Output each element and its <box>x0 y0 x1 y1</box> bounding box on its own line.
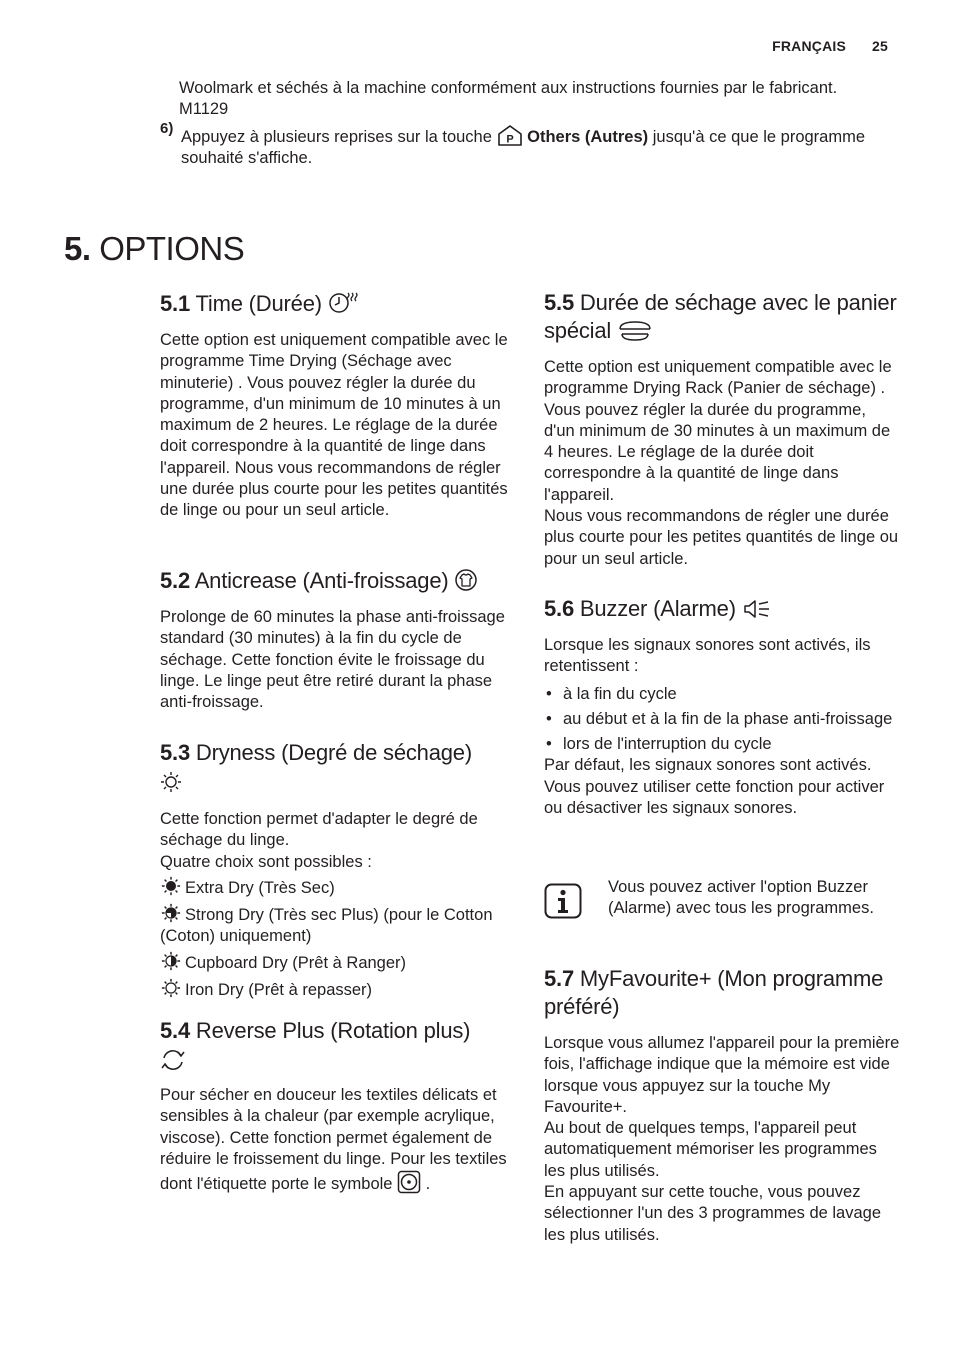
cupboard-dry-icon <box>160 951 182 971</box>
section-5-7-body: Lorsque vous allumez l'appareil pour la première fois, l'affichage indique que la mémoire est vide lorsque vous appuyez sur la touche My Favourite+. <box>544 1034 900 1116</box>
section-5-2 <box>160 567 516 713</box>
footnote-6-text: Appuyez à plusieurs reprises sur la touche <box>181 128 492 146</box>
section-5-6 <box>544 595 900 819</box>
dryness-option: Strong Dry (Très sec Plus) (pour le Cotton (Coton) uniquement) <box>160 903 516 948</box>
section-5-5-body2: Nous vous recommandons de régler une durée plus courte pour les petites quantités de linge ou pour un seul article. <box>544 507 899 568</box>
footnote-marker-6: 6) <box>160 120 174 137</box>
chapter-title-text: OPTIONS <box>99 230 245 267</box>
section-5-3-heading: 5.3 Dryness (Degré de séchage) <box>160 739 516 795</box>
section-5-7-body2: Au bout de quelques temps, l'appareil peut automatiquement mémoriser les programmes les plus utilisés. <box>544 1119 877 1180</box>
section-5-5 <box>544 289 900 570</box>
buzzer-bullets <box>544 684 900 756</box>
section-5-3-intro2: Quatre choix sont possibles : <box>160 852 372 871</box>
section-5-4-title: Reverse Plus (Rotation plus) <box>195 1018 471 1043</box>
section-5-5-title: Durée de séchage avec le panier spécial <box>544 290 897 343</box>
info-icon <box>544 883 582 919</box>
list-item: • lors de l'interruption du cycle <box>544 734 900 755</box>
section-5-6-title: Buzzer (Alarme) <box>579 596 736 621</box>
footnote-continued <box>179 78 889 120</box>
strong-dry-icon <box>160 903 182 923</box>
reverse-plus-icon <box>160 1048 186 1072</box>
others-label: Others (Autres) <box>527 128 649 146</box>
svg-text:P: P <box>505 133 514 146</box>
dryness-option: Extra Dry (Très Sec) <box>160 876 516 899</box>
section-5-5-body: Cette option est uniquement compatible avec le programme Drying Rack (Panier de séchage) . Vous pouvez régler la durée du programme, d'un minimum de 30 minutes à un maximum de 4 heures. Le réglage de la durée doit correspondre à la quantité de linge dans l'appareil. <box>544 358 892 504</box>
section-5-7-heading: 5.7 MyFavourite+ (Mon programme préféré) <box>544 966 884 1019</box>
section-5-1-body: Cette option est uniquement compatible avec le programme Time Drying (Séchage avec minuterie) . Vous pouvez régler la durée du programme, d'un minimum de 10 minutes à un maximum de 2 heures. Le réglage de la durée doit correspondre à la quantité de linge dans l'appareil. Nous vous recommandons de régler une durée plus courte pour les petites quantités de linge ou pour un seul article. <box>160 331 508 520</box>
section-5-1 <box>160 289 516 522</box>
list-item: • à la fin du cycle <box>544 684 900 705</box>
anticrease-icon <box>454 568 478 592</box>
section-5-5-heading: 5.5 Durée de séchage avec le panier spécial <box>544 290 897 343</box>
info-note-text: Vous pouvez activer l'option Buzzer (Alarme) avec tous les programmes. <box>608 878 874 918</box>
section-5-7-title: MyFavourite+ (Mon programme préféré) <box>544 966 884 1019</box>
footnote-continued-text: Woolmark et séchés à la machine conformément aux instructions fournies par le fabricant. M1129 <box>179 79 838 118</box>
section-5-7 <box>544 965 900 1246</box>
page-header <box>772 38 888 54</box>
section-5-4-heading: 5.4 Reverse Plus (Rotation plus) <box>160 1017 516 1073</box>
dryness-icon <box>160 771 182 793</box>
header-language: FRANÇAIS <box>772 38 847 54</box>
extra-dry-icon <box>160 876 182 896</box>
section-5-4 <box>160 1017 516 1195</box>
section-5-3 <box>160 739 516 1004</box>
dryness-option: Iron Dry (Prêt à repasser) <box>160 978 516 1001</box>
chapter-number: 5. <box>64 230 91 267</box>
drying-rack-icon <box>617 319 653 343</box>
buzzer-icon <box>742 598 772 620</box>
section-5-2-body: Prolonge de 60 minutes la phase anti-froissage standard (30 minutes) à la fin du cycle de séchage. Cette fonction évite le froissage du linge. Le linge peut être retiré durant la phase anti-froissage. <box>160 608 505 712</box>
program-p-icon <box>497 124 523 146</box>
footnote-6 <box>181 124 881 169</box>
footnote-6-text-after: jusqu'à ce que le programme souhaité s'affiche. <box>181 128 866 167</box>
section-5-3-intro: Cette fonction permet d'adapter le degré de séchage du linge. <box>160 810 478 850</box>
section-5-3-title: Dryness (Degré de séchage) <box>195 740 472 765</box>
section-5-1-heading: 5.1 Time (Durée) <box>160 289 516 318</box>
section-5-6-after: Par défaut, les signaux sonores sont activés. Vous pouvez utiliser cette fonction pour activer ou désactiver les signaux sonores. <box>544 756 885 818</box>
time-drying-icon <box>328 289 358 315</box>
section-5-2-heading: 5.2 Anticrease (Anti-froissage) <box>160 567 516 595</box>
section-5-2-title: Anticrease (Anti-froissage) <box>194 568 449 593</box>
list-item: • au début et à la fin de la phase anti-froissage <box>544 709 900 730</box>
tumble-dry-low-icon <box>397 1170 421 1194</box>
section-5-7-body3: En appuyant sur cette touche, vous pouvez sélectionner l'un des 3 programmes de lavage les plus utilisés. <box>544 1183 882 1244</box>
section-5-1-title: Time (Durée) <box>195 291 322 316</box>
dryness-option: Cupboard Dry (Prêt à Ranger) <box>160 951 516 974</box>
iron-dry-icon <box>160 978 182 998</box>
page-number: 25 <box>872 38 888 54</box>
section-5-6-intro: Lorsque les signaux sonores sont activés, ils retentissent : <box>544 636 871 676</box>
section-5-4-body: Pour sécher en douceur les textiles délicats et sensibles à la chaleur (par exemple acrylique, viscose). Cette fonction permet également de réduire le froissement du linge. Pour les textiles dont l'étiquette porte le symbole . <box>160 1086 507 1194</box>
chapter-title <box>64 230 244 268</box>
section-5-6-heading: 5.6 Buzzer (Alarme) <box>544 595 900 623</box>
